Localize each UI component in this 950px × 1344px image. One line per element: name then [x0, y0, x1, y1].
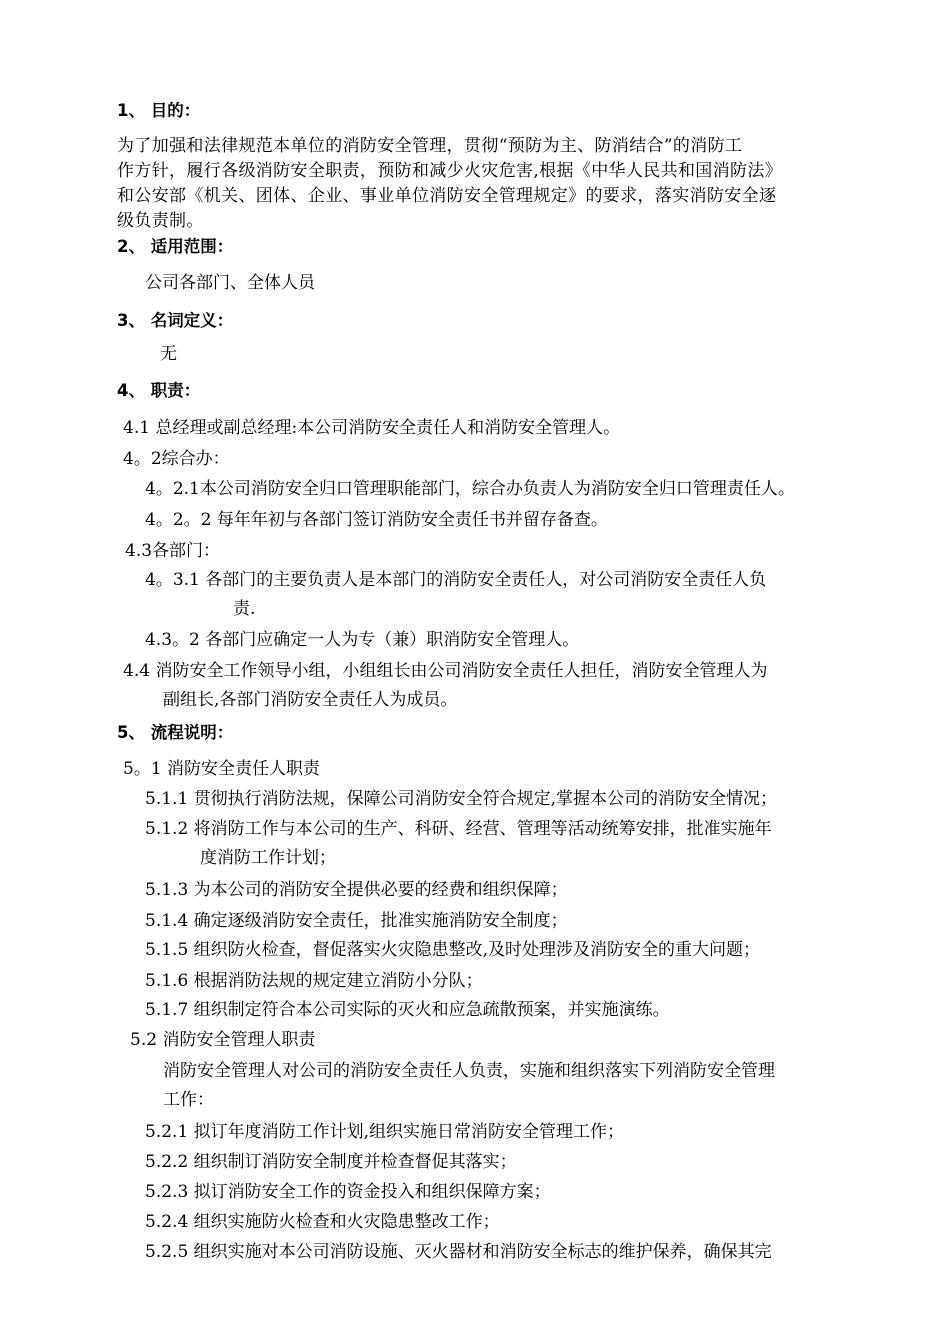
- section-1-paragraph-line: 作方针，履行各级消防安全职责，预防和减少火灾危害,根据《中华人民共和国消防法》: [117, 161, 783, 181]
- item-5-1-7: 5.1.7 组织制定符合本公司实际的灭火和应急疏散预案，并实施演练。: [145, 1000, 670, 1020]
- item-5-2-intro-continuation: 工作：: [163, 1090, 214, 1110]
- item-5-1-3: 5.1.3 为本公司的消防安全提供必要的经费和组织保障；: [145, 880, 568, 900]
- item-5-2: 5.2 消防安全管理人职责: [130, 1030, 316, 1050]
- section-2-body: 公司各部门、全体人员: [145, 273, 315, 293]
- item-5-1-2: 5.1.2 将消防工作与本公司的生产、科研、经营、管理等活动统筹安排，批准实施年: [145, 819, 772, 839]
- section-3-body: 无: [160, 344, 177, 364]
- item-5-2-intro: 消防安全管理人对公司的消防安全责任人负责，实施和组织落实下列消防安全管理: [163, 1061, 775, 1081]
- item-4-3-1-continuation: 责.: [233, 599, 256, 619]
- section-1-heading: 1、 目的：: [117, 101, 201, 120]
- item-5-1: 5。1 消防安全责任人职责: [123, 759, 321, 779]
- item-4-3-2: 4.3。2 各部门应确定一人为专（兼）职消防安全管理人。: [145, 630, 580, 650]
- section-4-heading: 4、 职责：: [117, 381, 201, 400]
- item-4-3: 4.3各部门：: [125, 541, 221, 561]
- item-4-2-1: 4。2.1本公司消防安全归口管理职能部门，综合办负责人为消防安全归口管理责任人。: [145, 479, 795, 499]
- item-5-1-5: 5.1.5 组织防火检查，督促落实火灾隐患整改,及时处理涉及消防安全的重大问题；: [145, 940, 761, 960]
- section-5-heading: 5、 流程说明：: [117, 723, 234, 742]
- section-2-heading: 2、 适用范围：: [117, 237, 234, 256]
- item-5-1-6: 5.1.6 根据消防法规的规定建立消防小分队；: [145, 971, 483, 991]
- item-5-2-4: 5.2.4 组织实施防火检查和火灾隐患整改工作；: [145, 1212, 500, 1232]
- item-5-2-2: 5.2.2 组织制订消防安全制度并检查督促其落实；: [145, 1152, 517, 1172]
- item-4-3-1: 4。3.1 各部门的主要负责人是本部门的消防安全责任人，对公司消防安全责任人负: [145, 570, 767, 590]
- item-5-2-1: 5.2.1 拟订年度消防工作计划,组织实施日常消防安全管理工作；: [145, 1122, 625, 1142]
- item-4-4-continuation: 副组长,各部门消防安全责任人为成员。: [163, 690, 458, 710]
- item-5-1-2-continuation: 度消防工作计划；: [200, 848, 336, 868]
- item-5-1-1: 5.1.1 贯彻执行消防法规，保障公司消防安全符合规定,掌握本公司的消防安全情况；: [145, 789, 778, 809]
- section-3-heading: 3、 名词定义：: [117, 311, 234, 330]
- item-5-2-5: 5.2.5 组织实施对本公司消防设施、灭火器材和消防安全标志的维护保养，确保其完: [145, 1242, 772, 1262]
- section-1-paragraph-line: 级负责制。: [117, 211, 204, 231]
- item-4-4: 4.4 消防安全工作领导小组，小组组长由公司消防安全责任人担任，消防安全管理人为: [123, 661, 768, 681]
- item-5-2-3: 5.2.3 拟订消防安全工作的资金投入和组织保障方案；: [145, 1182, 551, 1202]
- section-1-paragraph-line: 和公安部《机关、团体、企业、事业单位消防安全管理规定》的要求，落实消防安全逐: [117, 186, 777, 206]
- item-5-1-4: 5.1.4 确定逐级消防安全责任，批准实施消防安全制度；: [145, 911, 568, 931]
- item-4-2-2: 4。2。2 每年年初与各部门签订消防安全责任书并留存备查。: [145, 510, 608, 530]
- section-1-paragraph-line: 为了加强和法律规范本单位的消防安全管理，贯彻“预防为主、防消结合”的消防工: [117, 136, 743, 156]
- item-4-1: 4.1 总经理或副总经理:本公司消防安全责任人和消防安全管理人。: [123, 418, 621, 438]
- item-4-2: 4。2综合办：: [123, 449, 230, 469]
